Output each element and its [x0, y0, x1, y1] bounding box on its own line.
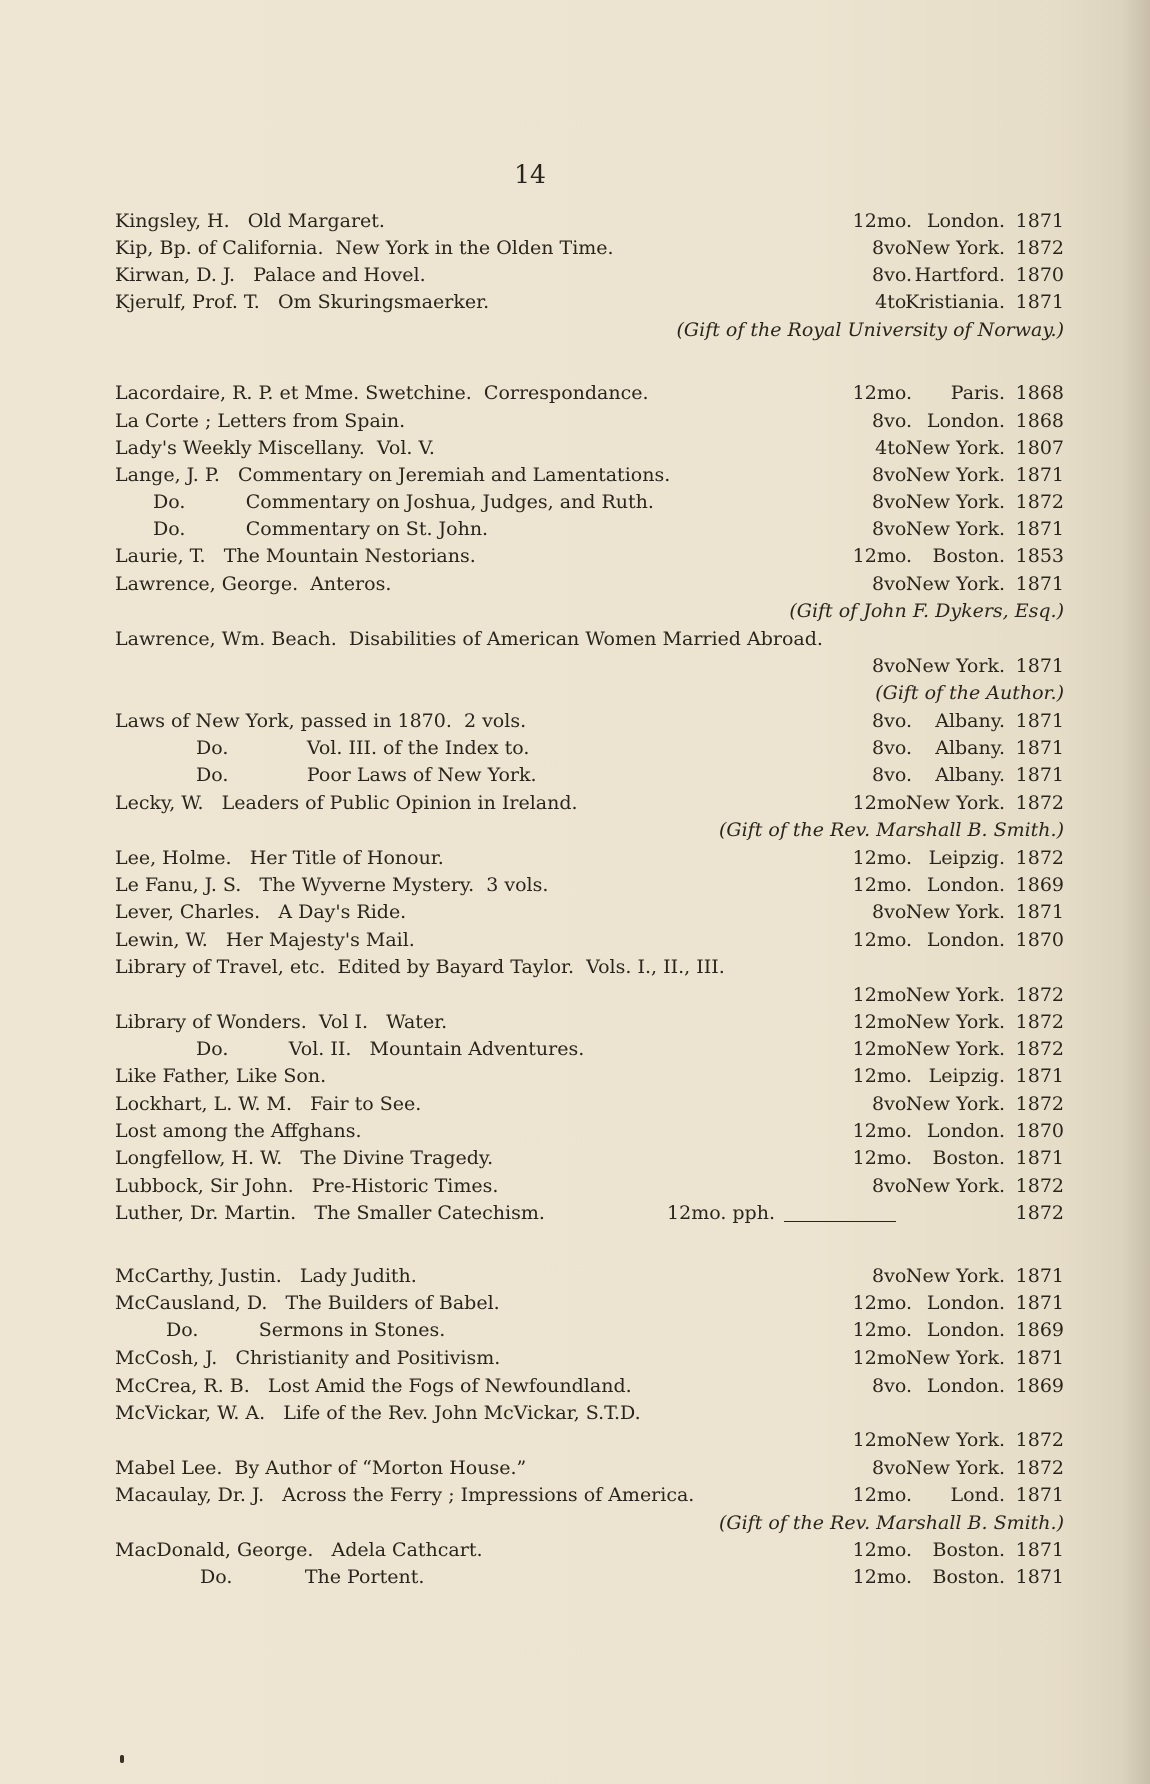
entry-place: London.	[926, 410, 1005, 432]
entry-place: Albany.	[935, 764, 1005, 786]
entry-year: 1871	[1015, 737, 1064, 759]
entry-place: New York.	[905, 1429, 1005, 1451]
entry-format: 8vo.	[872, 1265, 912, 1287]
entry-year: 1871	[1015, 1265, 1064, 1287]
entry-text: Do. Vol. II. Mountain Adventures.	[196, 1038, 585, 1060]
entry-place: London.	[926, 1292, 1005, 1314]
entry-format: 8vo.	[872, 737, 912, 759]
entry-text: McCarthy, Justin. Lady Judith.	[115, 1265, 417, 1287]
entry-place: New York.	[905, 573, 1005, 595]
entry-text: Do. The Portent.	[200, 1566, 425, 1588]
gift-note: (Gift of the Author.)	[875, 682, 1064, 704]
entry-year: 1869	[1015, 1375, 1064, 1397]
entry-format: 8vo.	[872, 1175, 912, 1197]
entry-format: 12mo.	[852, 210, 912, 232]
entry-format: 8vo.	[872, 491, 912, 513]
entry-text: Do. Commentary on Joshua, Judges, and Ruth.	[153, 491, 654, 513]
entry-year: 1871	[1015, 573, 1064, 595]
gift-note: (Gift of John F. Dykers, Esq.)	[789, 600, 1064, 622]
entry-place: London.	[926, 1375, 1005, 1397]
entry-text: McCausland, D. The Builders of Babel.	[115, 1292, 500, 1314]
entry-year: 1868	[1015, 410, 1064, 432]
entry-place: Boston.	[932, 1147, 1005, 1169]
entry-place: London.	[926, 1120, 1005, 1142]
ink-spot	[120, 1755, 124, 1763]
entry-year: 1871	[1015, 1292, 1064, 1314]
entry-place: New York.	[905, 1011, 1005, 1033]
entry-format: 12mo.	[852, 545, 912, 567]
entry-place: Albany.	[935, 710, 1005, 732]
entry-year: 1872	[1015, 491, 1064, 513]
entry-year: 1871	[1015, 1347, 1064, 1369]
entry-place: London.	[926, 1319, 1005, 1341]
entry-year: 1870	[1015, 929, 1064, 951]
entry-year: 1871	[1015, 210, 1064, 232]
entry-year: 1872	[1015, 1093, 1064, 1115]
entry-format: 8vo.	[872, 410, 912, 432]
entry-text: Lockhart, L. W. M. Fair to See.	[115, 1093, 422, 1115]
entry-place: New York.	[905, 1093, 1005, 1115]
entry-format: 12mo.	[852, 1566, 912, 1588]
entry-format: 12mo.	[852, 847, 912, 869]
entry-text: Longfellow, H. W. The Divine Tragedy.	[115, 1147, 494, 1169]
entry-year: 1870	[1015, 264, 1064, 286]
entry-year: 1871	[1015, 1566, 1064, 1588]
page-edge-shadow	[1122, 0, 1150, 1784]
entry-text: Do. Sermons in Stones.	[166, 1319, 446, 1341]
entry-format: 8vo.	[872, 264, 912, 286]
entry-year: 1871	[1015, 1539, 1064, 1561]
entry-text: McCosh, J. Christianity and Positivism.	[115, 1347, 501, 1369]
entry-text: Kip, Bp. of California. New York in the Olden Time.	[115, 237, 614, 259]
entry-place: Albany.	[935, 737, 1005, 759]
entry-text: Lange, J. P. Commentary on Jeremiah and Lamentations.	[115, 464, 671, 486]
entry-year: 1871	[1015, 518, 1064, 540]
entry-format: 12mo.	[852, 1429, 912, 1451]
entry-format: 12mo.	[852, 874, 912, 896]
entry-year: 1872	[1015, 1011, 1064, 1033]
entry-year: 1870	[1015, 1120, 1064, 1142]
entry-text: Mabel Lee. By Author of “Morton House.”	[115, 1457, 527, 1479]
entry-format: 12mo.	[852, 929, 912, 951]
entry-year: 1872	[1015, 847, 1064, 869]
entry-format: 12mo.	[852, 1347, 912, 1369]
pamphlet-dash	[784, 1221, 896, 1222]
entry-place: London.	[926, 874, 1005, 896]
entry-year: 1872	[1015, 1038, 1064, 1060]
entry-format: 12mo.	[852, 1484, 912, 1506]
entry-text: Library of Travel, etc. Edited by Bayard Taylor. Vols. I., II., III.	[115, 956, 725, 978]
entry-text: Do. Poor Laws of New York.	[196, 764, 537, 786]
entry-format: 12mo.	[852, 1147, 912, 1169]
entry-format: 12mo.	[852, 1319, 912, 1341]
entry-text: Lubbock, Sir John. Pre-Historic Times.	[115, 1175, 499, 1197]
entry-year: 1871	[1015, 655, 1064, 677]
entry-format: 12mo.	[852, 1065, 912, 1087]
page-number: 14	[514, 160, 546, 189]
entry-place: New York.	[905, 237, 1005, 259]
entry-year: 1871	[1015, 901, 1064, 923]
entry-place: New York.	[905, 518, 1005, 540]
entry-text: Laws of New York, passed in 1870. 2 vols.	[115, 710, 527, 732]
entry-place: New York.	[905, 655, 1005, 677]
entry-format: 12mo.	[852, 382, 912, 404]
entry-year: 1869	[1015, 1319, 1064, 1341]
entry-year: 1872	[1015, 237, 1064, 259]
entry-text: McCrea, R. B. Lost Amid the Fogs of Newfoundland.	[115, 1375, 632, 1397]
entry-place: New York.	[905, 1175, 1005, 1197]
entry-text: Do. Commentary on St. John.	[153, 518, 489, 540]
entry-format: 4to.	[875, 437, 912, 459]
entry-format: 12mo.	[852, 1120, 912, 1142]
entry-text: Lecky, W. Leaders of Public Opinion in Ireland.	[115, 792, 578, 814]
entry-year: 1872	[1015, 984, 1064, 1006]
entry-text: Lever, Charles. A Day's Ride.	[115, 901, 407, 923]
entry-place: Hartford.	[914, 264, 1005, 286]
entry-year: 1871	[1015, 291, 1064, 313]
entry-place: New York.	[905, 1038, 1005, 1060]
gift-note: (Gift of the Royal University of Norway.)	[676, 319, 1064, 341]
entry-text: Macaulay, Dr. J. Across the Ferry ; Impressions of America.	[115, 1484, 695, 1506]
entry-text: La Corte ; Letters from Spain.	[115, 410, 406, 432]
entry-place: Leipzig.	[928, 847, 1005, 869]
entry-year: 1872	[1015, 1429, 1064, 1451]
entry-year: 1871	[1015, 764, 1064, 786]
entry-format: 8vo.	[872, 1457, 912, 1479]
entry-format: 8vo.	[872, 1093, 912, 1115]
entry-year: 1871	[1015, 1065, 1064, 1087]
entry-format: 8vo.	[872, 573, 912, 595]
gift-note: (Gift of the Rev. Marshall B. Smith.)	[719, 1512, 1064, 1534]
entry-text: Do. Vol. III. of the Index to.	[196, 737, 530, 759]
entry-format: 8vo.	[872, 518, 912, 540]
entry-format: 8vo.	[872, 237, 912, 259]
entry-year: 1869	[1015, 874, 1064, 896]
entry-text: Kjerulf, Prof. T. Om Skuringsmaerker.	[115, 291, 490, 313]
entry-text: McVickar, W. A. Life of the Rev. John McVickar, S.T.D.	[115, 1402, 641, 1424]
entry-text: Lee, Holme. Her Title of Honour.	[115, 847, 444, 869]
entry-place: New York.	[905, 984, 1005, 1006]
entry-year: 1871	[1015, 710, 1064, 732]
entry-place: Kristiania.	[905, 291, 1005, 313]
entry-place: New York.	[905, 1457, 1005, 1479]
entry-place: New York.	[905, 1265, 1005, 1287]
entry-place: New York.	[905, 464, 1005, 486]
entry-place: Boston.	[932, 1566, 1005, 1588]
entry-text: Library of Wonders. Vol I. Water.	[115, 1011, 448, 1033]
entry-place: New York.	[905, 437, 1005, 459]
entry-place: London.	[926, 929, 1005, 951]
entry-year: 1868	[1015, 382, 1064, 404]
entry-place: New York.	[905, 1347, 1005, 1369]
entry-format: 12mo.	[852, 984, 912, 1006]
entry-format: 12mo.	[852, 792, 912, 814]
entry-year: 1871	[1015, 1147, 1064, 1169]
entry-year: 1872	[1015, 1457, 1064, 1479]
entry-format: 8vo.	[872, 710, 912, 732]
entry-place: Leipzig.	[928, 1065, 1005, 1087]
entry-format: 12mo.	[852, 1292, 912, 1314]
entry-text: Lacordaire, R. P. et Mme. Swetchine. Correspondance.	[115, 382, 649, 404]
entry-format: 12mo. pph.	[667, 1202, 775, 1224]
entry-place: New York.	[905, 792, 1005, 814]
entry-year: 1871	[1015, 1484, 1064, 1506]
entry-year: 1872	[1015, 1175, 1064, 1197]
entry-text: Laurie, T. The Mountain Nestorians.	[115, 545, 476, 567]
entry-format: 8vo.	[872, 464, 912, 486]
entry-format: 12mo.	[852, 1011, 912, 1033]
entry-place: New York.	[905, 491, 1005, 513]
entry-text: Lost among the Affghans.	[115, 1120, 362, 1142]
entry-text: Lawrence, Wm. Beach. Disabilities of American Women Married Abroad.	[115, 628, 823, 650]
entry-year: 1872	[1015, 1202, 1064, 1224]
entry-format: 8vo.	[872, 655, 912, 677]
entry-text: Lawrence, George. Anteros.	[115, 573, 392, 595]
entry-format: 12mo.	[852, 1038, 912, 1060]
entry-format: 8vo.	[872, 1375, 912, 1397]
entry-place: London.	[926, 210, 1005, 232]
entry-text: Lady's Weekly Miscellany. Vol. V.	[115, 437, 435, 459]
entry-place: Boston.	[932, 545, 1005, 567]
entry-format: 12mo.	[852, 1539, 912, 1561]
entry-place: Boston.	[932, 1539, 1005, 1561]
entry-text: MacDonald, George. Adela Cathcart.	[115, 1539, 483, 1561]
entry-format: 8vo.	[872, 764, 912, 786]
entry-format: 8vo.	[872, 901, 912, 923]
entry-year: 1871	[1015, 464, 1064, 486]
entry-year: 1853	[1015, 545, 1064, 567]
entry-place: Lond.	[950, 1484, 1005, 1506]
entry-year: 1872	[1015, 792, 1064, 814]
entry-text: Le Fanu, J. S. The Wyverne Mystery. 3 vols.	[115, 874, 549, 896]
entry-place: Paris.	[950, 382, 1005, 404]
entry-text: Like Father, Like Son.	[115, 1065, 327, 1087]
entry-text: Luther, Dr. Martin. The Smaller Catechism.	[115, 1202, 545, 1224]
entry-year: 1807	[1015, 437, 1064, 459]
entry-text: Kirwan, D. J. Palace and Hovel.	[115, 264, 426, 286]
gift-note: (Gift of the Rev. Marshall B. Smith.)	[719, 819, 1064, 841]
entry-format: 4to.	[875, 291, 912, 313]
entry-place: New York.	[905, 901, 1005, 923]
entry-text: Lewin, W. Her Majesty's Mail.	[115, 929, 415, 951]
entry-text: Kingsley, H. Old Margaret.	[115, 210, 385, 232]
